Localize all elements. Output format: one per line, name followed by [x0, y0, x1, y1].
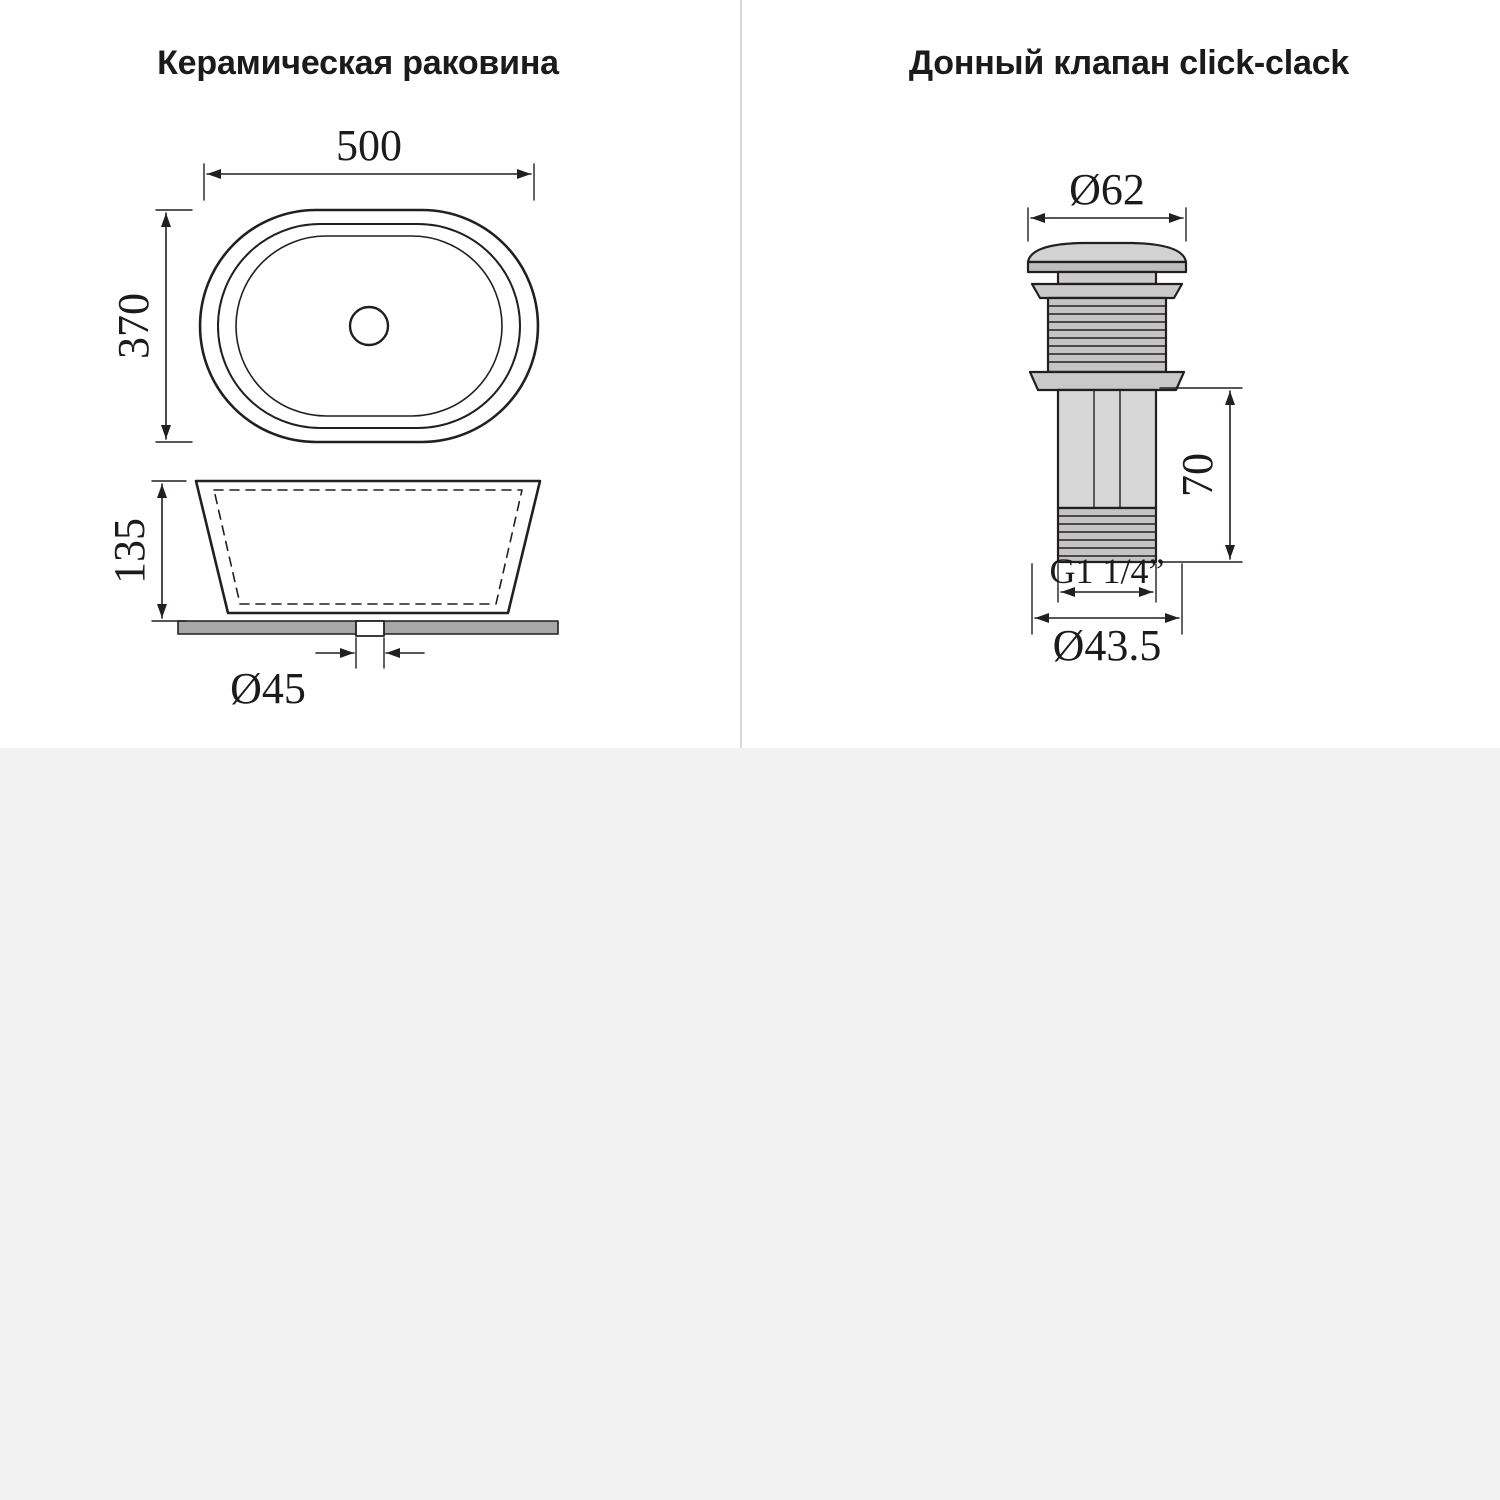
panel-title-ceramic-sink: Керамическая раковина	[157, 44, 559, 82]
dim-label-cap-diameter: Ø62	[1069, 165, 1145, 214]
sink-top-outline	[200, 210, 538, 442]
sink-top-bowl	[236, 236, 502, 416]
drawing-sheet	[0, 0, 1500, 748]
drain-neck	[1058, 272, 1156, 284]
click-clack-drawing	[742, 0, 1500, 748]
dim-label-drain: Ø45	[230, 664, 306, 713]
drain-cap-band	[1028, 262, 1186, 272]
drain-cap	[1028, 243, 1186, 262]
panel-ceramic-sink	[0, 0, 740, 748]
dim-label-depth: 370	[109, 293, 158, 359]
drain-thread-upper	[1048, 298, 1166, 372]
ceramic-sink-drawing	[0, 0, 740, 748]
dim-label-width: 500	[336, 121, 402, 170]
page-background-area	[0, 748, 1500, 1500]
sink-front-inner-dashed	[214, 490, 522, 604]
dim-label-thread-size: G1 1/4”	[1049, 551, 1165, 591]
sink-front-outline	[196, 481, 540, 613]
sink-drain-stub	[356, 621, 384, 636]
sink-top-rim	[218, 224, 520, 428]
dim-label-height: 135	[105, 518, 154, 584]
panel-click-clack-drain	[742, 0, 1500, 748]
drain-flange	[1032, 284, 1182, 298]
drain-body	[1058, 390, 1156, 508]
dim-label-body-diameter: Ø43.5	[1052, 621, 1162, 670]
sink-drain-hole-top	[350, 307, 388, 345]
dim-label-thread-length: 70	[1173, 453, 1222, 497]
panel-title-click-clack: Донный клапан click-clack	[908, 44, 1350, 82]
